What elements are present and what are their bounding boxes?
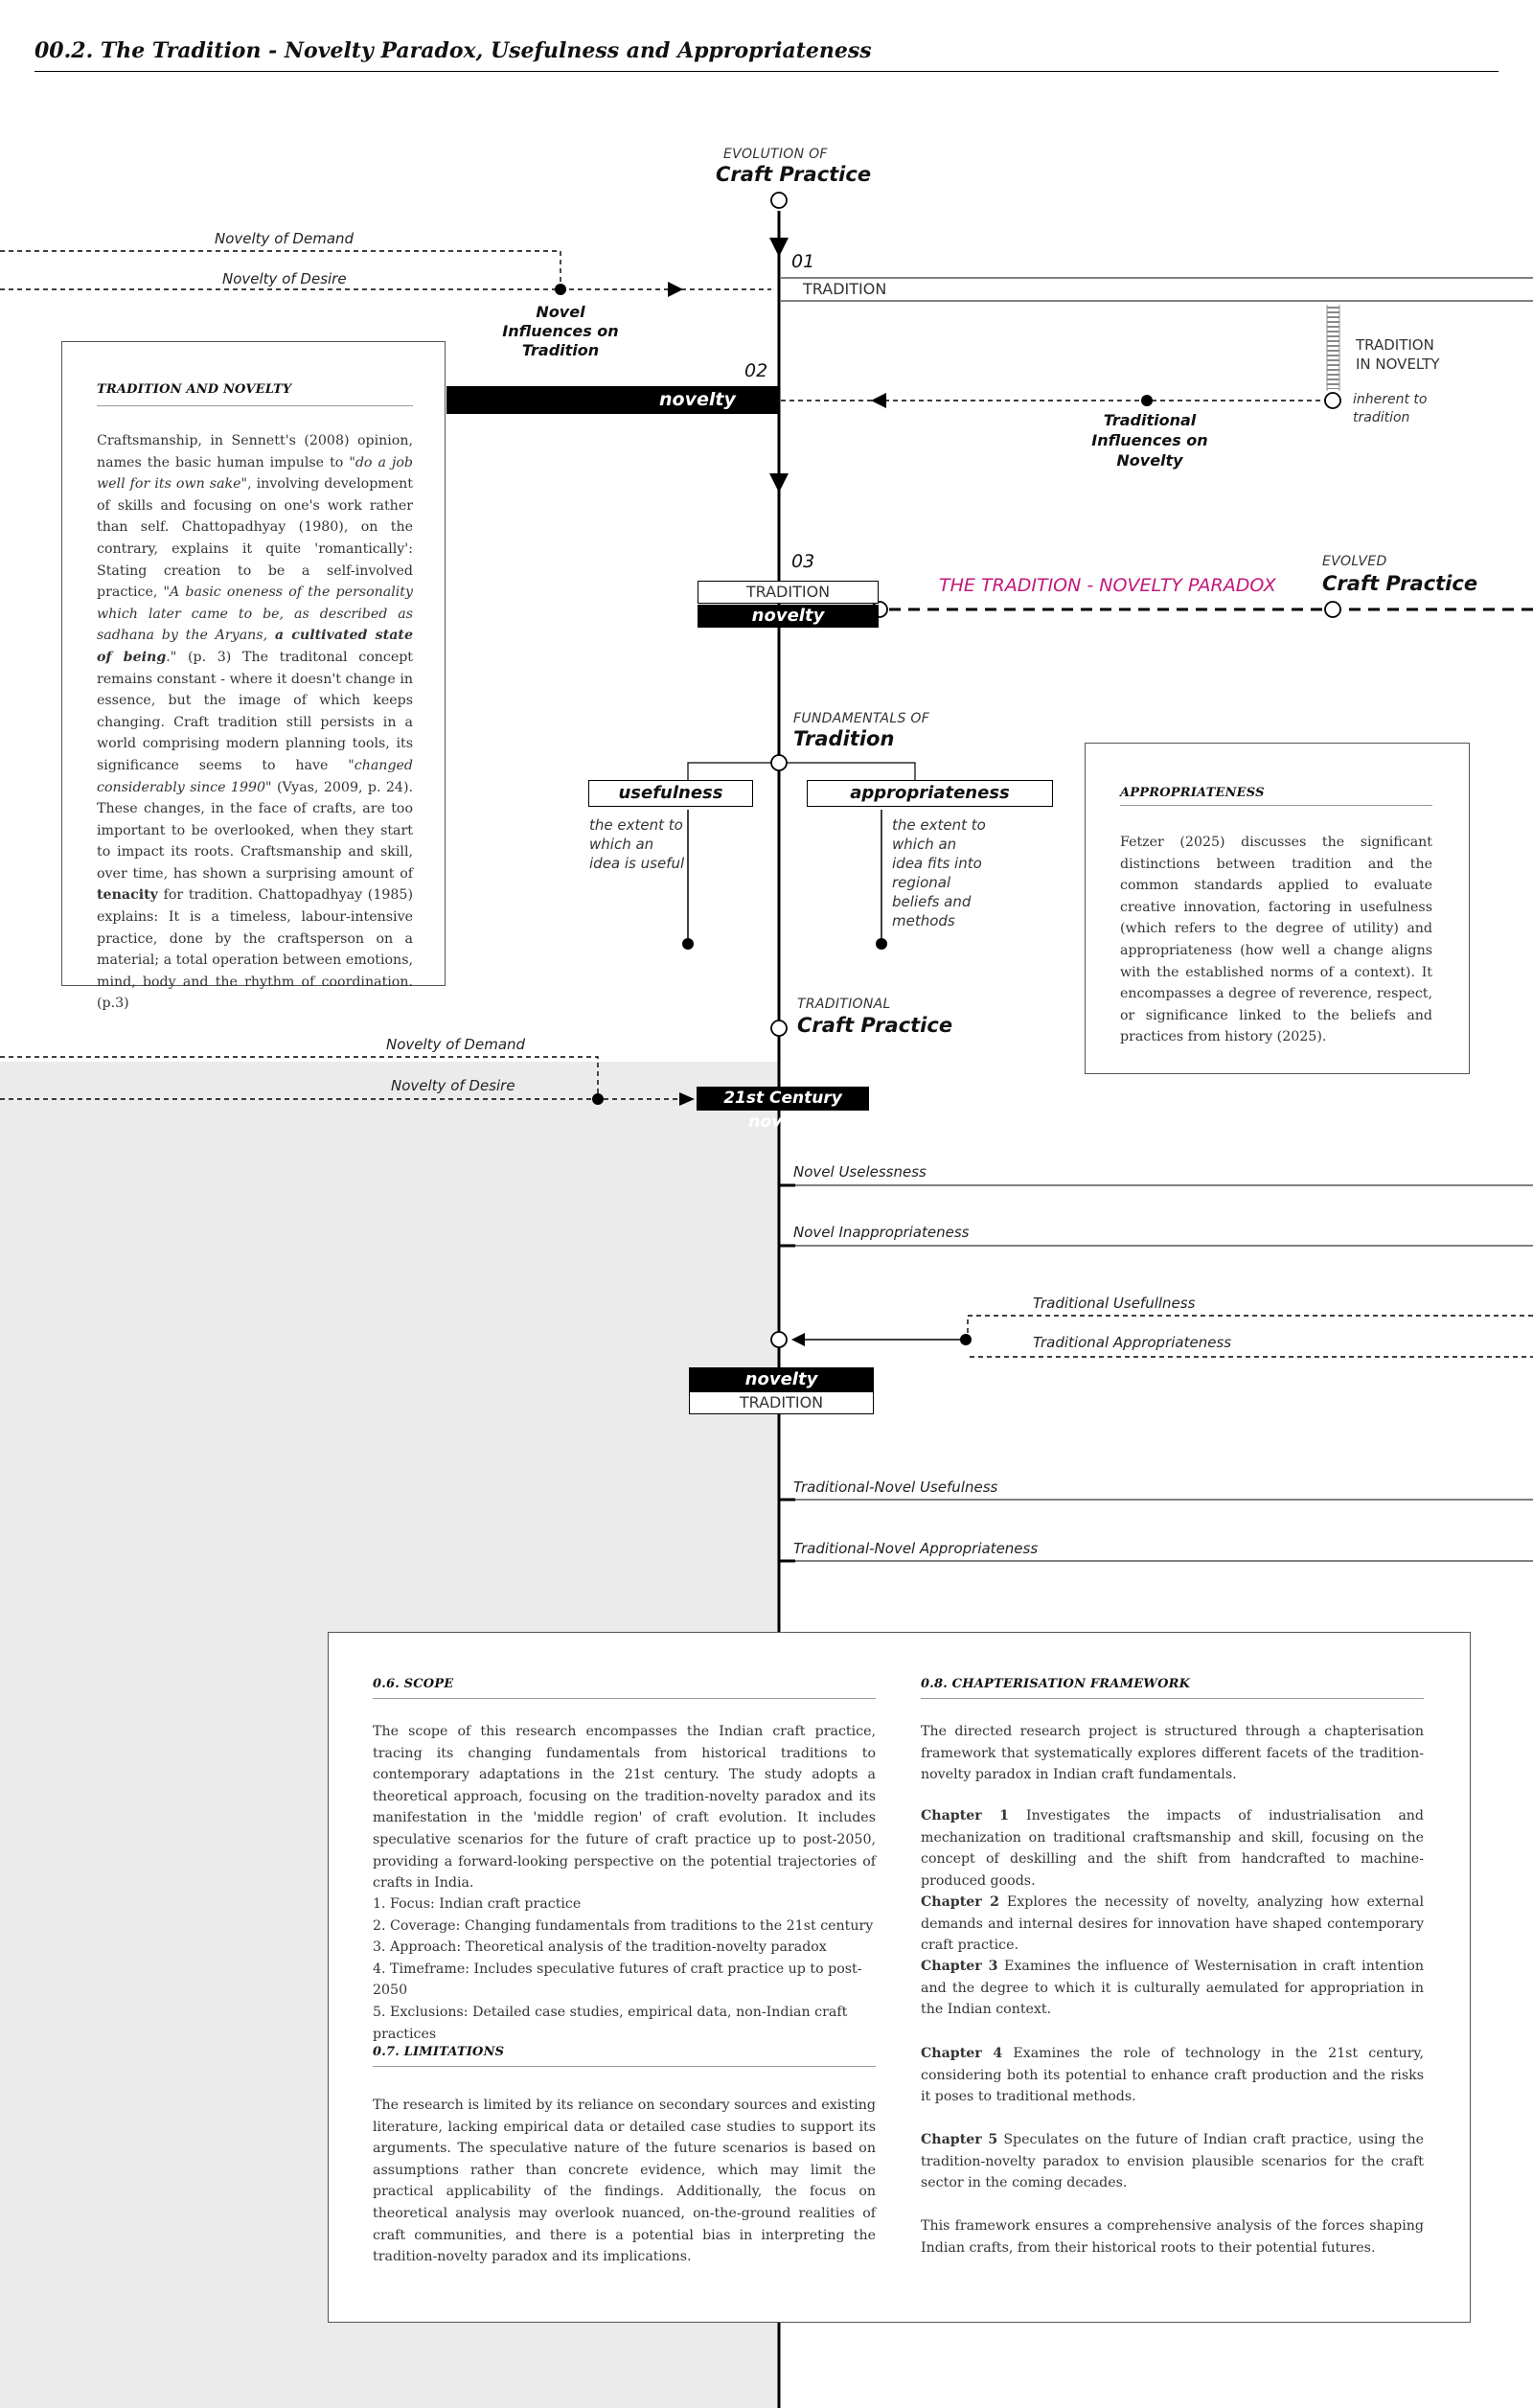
scope-item: 3. Approach: Theoretical analysis of the tradition-novelty paradox bbox=[373, 1939, 827, 1956]
scope-rule bbox=[373, 1698, 876, 1699]
fundamentals-tradition: Tradition bbox=[793, 727, 895, 750]
fundamentals-label: FUNDAMENTALS OF bbox=[793, 711, 930, 726]
limitations-text: The research is limited by its reliance on secondary sources and existing literature, lacking empirical data or detailed case studies to support its arguments. The speculative nature of the future scenarios is based on assumptions rather than concrete evidence, which may limit the practical applicability of the findings. Additionally, the focus on theoretical analysis may overlook nuanced, on-the-ground realities of craft communities, and there is a potential bias in interpreting the tradition-novelty paradox and its implications. bbox=[373, 2098, 876, 2265]
arrow-down-2 bbox=[769, 473, 789, 493]
novelty-of-desire-bottom: Novelty of Desire bbox=[391, 1077, 515, 1094]
novelty-box-03: novelty bbox=[698, 605, 879, 628]
ladder-rungs bbox=[1327, 307, 1339, 389]
arrow-right-2 bbox=[679, 1092, 695, 1106]
page-title: 00.2. The Tradition - Novelty Paradox, Usefulness and Appropriateness bbox=[34, 38, 872, 63]
node-inherent bbox=[1325, 393, 1340, 408]
novel-uselessness-label: Novel Uselessness bbox=[793, 1163, 927, 1181]
node-bottom bbox=[771, 1332, 787, 1347]
traditional-appropriateness-label: Traditional Appropriateness bbox=[1033, 1334, 1232, 1351]
chapter-4: Chapter 4 Examines the role of technology in the 21st century, considering both its potential to enhance craft production and the risks it poses to traditional methods. bbox=[921, 2046, 1425, 2105]
novelty-box-bottom: novelty bbox=[689, 1367, 874, 1391]
dot-desire-bottom bbox=[592, 1093, 604, 1105]
scope-heading: 0.6. SCOPE bbox=[373, 1677, 454, 1691]
dot-trad-influence bbox=[1141, 395, 1153, 406]
chapters-rule bbox=[921, 1698, 1424, 1699]
appropriateness-rule bbox=[1120, 805, 1432, 806]
dot-usefulness bbox=[682, 938, 694, 950]
century-novelty-box: 21st Century novelty bbox=[697, 1087, 869, 1111]
paradox-title: THE TRADITION - NOVELTY PARADOX bbox=[939, 575, 1276, 596]
node-evolved bbox=[1325, 602, 1340, 617]
chapters-heading: 0.8. CHAPTERISATION FRAMEWORK bbox=[921, 1677, 1191, 1691]
scope-item: 1. Focus: Indian craft practice bbox=[373, 1896, 582, 1912]
novelty-of-demand-bottom: Novelty of Demand bbox=[386, 1036, 526, 1053]
tradition-novelty-rule bbox=[97, 405, 413, 406]
step-01: 01 bbox=[791, 251, 815, 272]
chapter-5: Chapter 5 Speculates on the future of Indian craft practice, using the tradition-novelty paradox to envision plausible scenarios for the craft sector in the coming decades. bbox=[921, 2132, 1424, 2191]
tradition-01-label: TRADITION bbox=[803, 280, 887, 298]
appropriateness-text: Fetzer (2025) discusses the significant distinctions between tradition and the common standards applied to evaluate creative innovation, factoring in usefulness (which refers to the degree of utility) and appropriateness (how well a change aligns with the established norms of a context). It encompasses a degree of reverence, respect, or significance linked to the beliefs and practices from history (2025). bbox=[1120, 835, 1432, 1045]
inherent-label: inherent to tradition bbox=[1353, 392, 1428, 425]
scope-item: 4. Timeframe: Includes speculative futures of craft practice up to post-2050 bbox=[373, 1961, 862, 1999]
scope-item: 2. Coverage: Changing fundamentals from traditions to the 21st century bbox=[373, 1917, 874, 1934]
arrow-left-2 bbox=[791, 1333, 805, 1346]
evolved-craft-practice: Craft Practice bbox=[1322, 572, 1478, 595]
limitations-heading: 0.7. LIMITATIONS bbox=[373, 2045, 505, 2059]
tradition-novelty-heading: TRADITION AND NOVELTY bbox=[97, 382, 292, 397]
node-traditional bbox=[771, 1021, 787, 1036]
limitations-rule bbox=[373, 2066, 876, 2067]
evolved-label: EVOLVED bbox=[1322, 554, 1387, 569]
arrow-left-1 bbox=[871, 393, 886, 408]
scope-item: 5. Exclusions: Detailed case studies, empirical data, non-Indian craft practices bbox=[373, 2004, 848, 2042]
research-framework-panel bbox=[328, 1632, 1471, 2323]
scope-text: The scope of this research encompasses the Indian craft practice, tracing its changing fundamentals from historical traditions to contemporary adaptations in the 21st century. The study adopts a theoretical approach, focusing on the tradition-novelty paradox and its manifestation in the 'middle region' of craft evolution. It includes speculative scenarios for the future of craft practice up to post-2050, providing a forward-looking perspective on the potential trajectories of crafts in India. bbox=[373, 1724, 876, 1892]
novelty-of-desire-top: Novelty of Desire bbox=[222, 270, 347, 287]
tradition-box-03: TRADITION bbox=[698, 581, 879, 604]
appropriateness-box: appropriateness bbox=[807, 780, 1053, 807]
tradition-novelty-panel bbox=[61, 341, 446, 1012]
novelty-of-demand-top: Novelty of Demand bbox=[215, 230, 355, 247]
tradition-box-bottom: TRADITION bbox=[689, 1391, 874, 1414]
dot-approp bbox=[876, 938, 887, 950]
novel-influences-label: Novel Influences on Tradition bbox=[502, 303, 619, 359]
traditional-craft-practice: Craft Practice bbox=[797, 1014, 953, 1037]
usefulness-box: usefulness bbox=[588, 780, 753, 807]
novel-inappropriateness-label: Novel Inappropriateness bbox=[793, 1224, 970, 1241]
appropriateness-desc: the extent to which an idea fits into regional beliefs and methods bbox=[892, 816, 986, 929]
traditional-usefullness-label: Traditional Usefullness bbox=[1033, 1295, 1196, 1312]
step-03: 03 bbox=[791, 551, 815, 572]
tn-appropriateness-label: Traditional-Novel Appropriateness bbox=[793, 1540, 1039, 1557]
usefulness-desc: the extent to which an idea is useful bbox=[589, 816, 685, 872]
traditional-label: TRADITIONAL bbox=[797, 997, 891, 1012]
traditional-influences-label: Traditional Influences on Novelty bbox=[1091, 411, 1208, 470]
tradition-in-novelty-label: TRADITION IN NOVELTY bbox=[1356, 336, 1440, 373]
dot-novel-influence bbox=[555, 284, 566, 295]
chapter-1: Chapter 1 Investigates the impacts of industrialisation and mechanization on traditional craftsmanship and skill, focusing on the concept of deskilling and the shift from handcrafted to machine-produced goods. bbox=[921, 1808, 1424, 1889]
tradition-novelty-text: Craftsmanship, in Sennett's (2008) opinion, names the basic human impulse to "do a job well for its own sake", involving development of skills and focusing on one's work rather than self. Chattopadhyay (1980), on the contrary, explains it quite 'romantically': Stating creation to be a self-involved practice, "A basic oneness of the personality which later came to be, as described as sadhana by the Aryans, a cultivated state of being." (p. 3) The traditonal concept remains constant - where it doesn't change in essence, but the image of which keeps changing. Craft tradition still persists in a world comprising modern planning tools, its significance seems to have "changed considerably since 1990" (Vyas, 2009, p. 24). These changes, in the face of crafts, are too important to be overlooked, when they start to impact its roots. Craftsmanship and skill, over time, has shown a surprising amount of tenacity for tradition. Chattopadhyay (1985) explains: It is a timeless, labour-intensive practice, done by the craftsperson on a material; a total operation between emotions, mind, body and the rhythm of coordination. (p.3) bbox=[97, 433, 414, 1012]
appropriateness-heading: APPROPRIATENESS bbox=[1120, 786, 1265, 800]
dot-trad-approp bbox=[960, 1334, 972, 1345]
node-fundamentals bbox=[771, 755, 787, 770]
step-02: 02 bbox=[744, 360, 768, 381]
node-top bbox=[771, 193, 787, 208]
chapters-outro: This framework ensures a comprehensive analysis of the forces shaping Indian crafts, from their historical roots to their potential futures. bbox=[921, 2218, 1424, 2256]
chapter-3: Chapter 3 Examines the influence of Westernisation in craft intention and the degree to which it is culturally aemulated for appropriation in the Indian context. bbox=[921, 1959, 1424, 2018]
chapters-intro: The directed research project is structured through a chapterisation framework that systematically explores different facets of the tradition-novelty paradox in Indian craft fundamentals. bbox=[921, 1724, 1424, 1783]
evolution-of-label: EVOLUTION OF bbox=[723, 147, 828, 162]
novelty-bar-02: novelty bbox=[446, 386, 779, 414]
tn-usefulness-label: Traditional-Novel Usefulness bbox=[793, 1479, 998, 1496]
chapter-2: Chapter 2 Explores the necessity of novelty, analyzing how external demands and internal desires for innovation have shaped contemporary craft practice. bbox=[921, 1894, 1424, 1954]
arrow-down-1 bbox=[769, 238, 789, 257]
scope-list bbox=[373, 1893, 890, 2045]
appropriateness-panel bbox=[1085, 743, 1470, 1074]
craft-practice-top: Craft Practice bbox=[716, 163, 872, 186]
arrow-right-1 bbox=[668, 282, 683, 297]
